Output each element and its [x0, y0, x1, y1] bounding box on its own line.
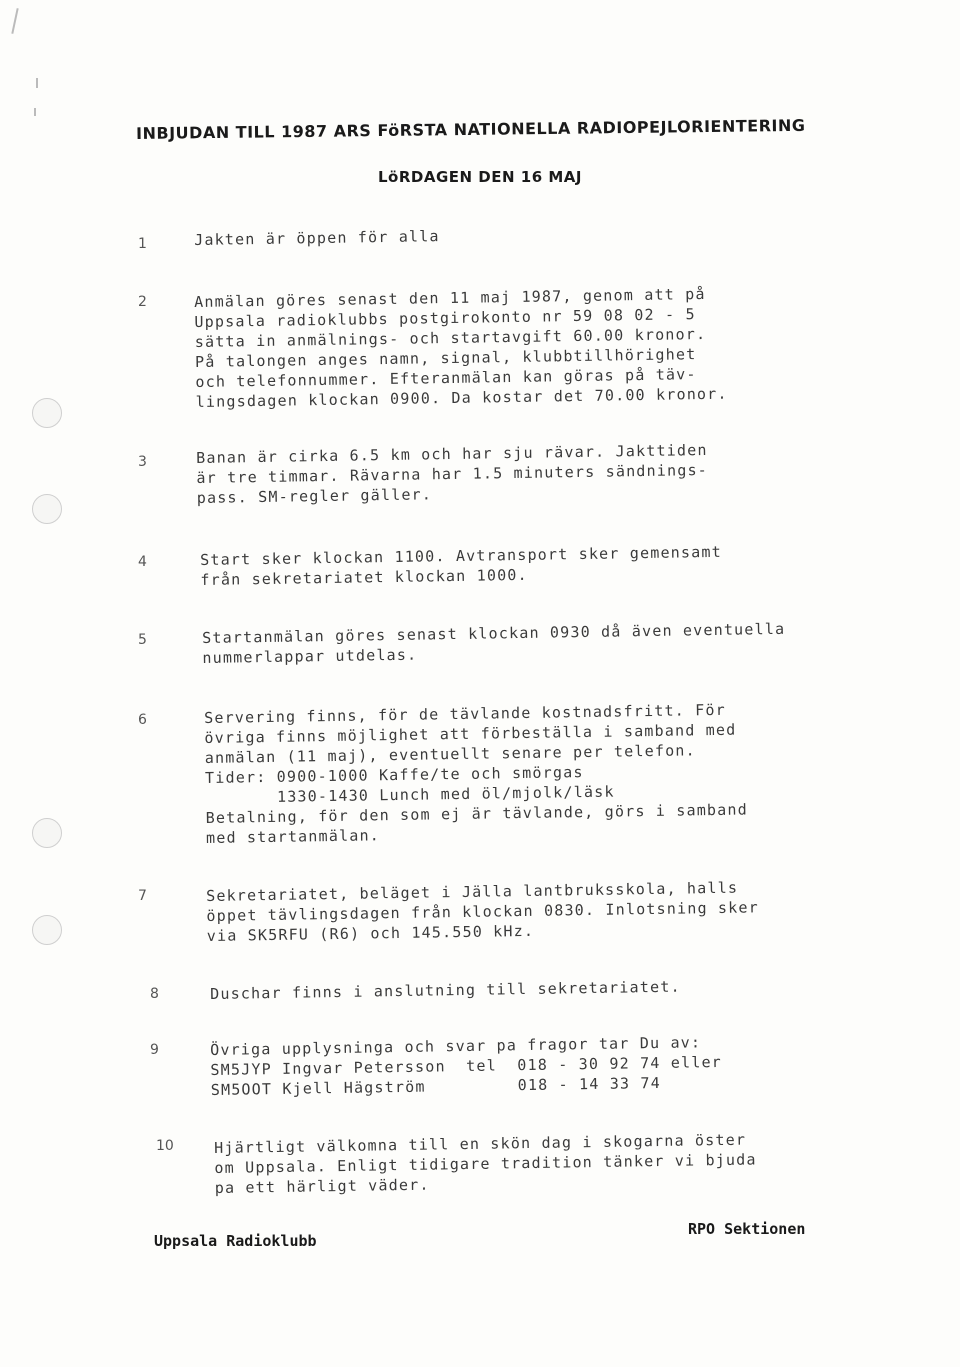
punch-hole — [32, 818, 62, 848]
text-line: Anmälan göres senast den 11 maj 1987, genom att på — [194, 284, 706, 311]
text-line: Övriga upplysninga och svar pa fragor tar Du av: — [210, 1033, 702, 1059]
item-number: 5 — [138, 632, 147, 648]
item-text — [196, 437, 897, 508]
text-line: sätta in anmälnings- och startavgift 60.00 kronor. — [194, 324, 707, 351]
item-number: 9 — [150, 1042, 159, 1058]
item-number: 10 — [156, 1138, 174, 1154]
punch-hole — [32, 915, 62, 945]
text-line: Banan är cirka 6.5 km och har sju rävar. Jakttiden — [196, 440, 708, 467]
item-text — [194, 219, 894, 250]
document-subtitle: LöRDAGEN DEN 16 MAJ — [378, 168, 582, 186]
document-title: INBJUDAN TILL 1987 ARS FöRSTA NATIONELLA RADIOPEJLORIENTERING — [136, 115, 806, 143]
item-text — [214, 1127, 915, 1198]
text-line: nummerlappar utdelas. — [202, 645, 418, 667]
text-line: Sekretariatet, beläget i Jälla lantbruksskola, halls — [206, 878, 739, 905]
text-line: och telefonnummer. Efteranmälan kan göras på täv- — [195, 365, 697, 391]
text-line: pa ett härligt väder. — [214, 1175, 430, 1197]
text-line: 1330-1430 Lunch med öl/mjolk/läsk — [205, 782, 615, 807]
text-line: är tre timmar. Rävarna har 1.5 minuters sändnings- — [196, 460, 709, 487]
item-text — [210, 973, 910, 1004]
item-number: 4 — [138, 554, 147, 570]
text-line: Betalning, för den som ej är tävlande, görs i samband — [205, 800, 749, 827]
text-line: Uppsala radioklubbs postgirokonto nr 59 08 02 - 5 — [194, 305, 696, 331]
item-text — [202, 617, 903, 668]
stray-mark — [34, 108, 36, 116]
punch-hole — [32, 398, 62, 428]
text-line: Startanmälan göres senast klockan 0930 då även eventuella — [202, 619, 786, 647]
text-line: pass. SM-regler gäller. — [196, 485, 433, 507]
text-line: På talongen anges namn, signal, klubbtillhörighet — [194, 345, 697, 371]
text-line: Start sker klockan 1100. Avtransport sker gemensamt — [200, 542, 723, 569]
footer-section: RPO Sektionen — [688, 1220, 806, 1238]
text-line: Tider: 0900-1000 Kaffe/te och smörgas — [204, 763, 584, 787]
text-line: med startanmälan. — [205, 826, 381, 847]
text-line: övriga finns möjlighet att förbeställa i samband med — [204, 720, 737, 747]
text-line: via SK5RFU (R6) och 145.550 kHz. — [206, 921, 535, 945]
item-number: 2 — [138, 294, 147, 310]
item-number: 7 — [138, 888, 147, 904]
text-line: från sekretariatet klockan 1000. — [200, 565, 528, 589]
text-line: anmälan (11 maj), eventuellt senare per telefon. — [204, 741, 696, 767]
text-line: Hjärtligt välkomna till en skön dag i skogarna öster — [214, 1130, 747, 1157]
text-line: SM5OOT Kjell Hägström 018 - 14 33 74 — [210, 1073, 662, 1099]
item-number: 1 — [138, 236, 147, 252]
item-number: 3 — [138, 454, 147, 470]
item-text — [206, 875, 907, 946]
item-text — [210, 1029, 911, 1100]
item-number: 8 — [150, 986, 159, 1002]
stray-mark — [11, 8, 18, 34]
punch-hole — [32, 494, 62, 524]
text-line: Servering finns, för de tävlande kostnadsfritt. För — [204, 700, 727, 727]
text-line: Duschar finns i anslutning till sekretariatet. — [210, 977, 681, 1003]
text-line: lingsdagen klockan 0900. Da kostar det 70.00 kronor. — [195, 384, 728, 411]
stray-mark — [36, 78, 38, 88]
item-text — [200, 539, 901, 590]
text-line: öppet tävlingsdagen från klockan 0830. Inlotsning sker — [206, 898, 760, 925]
footer-organization: Uppsala Radioklubb — [154, 1232, 317, 1250]
item-text — [204, 697, 906, 848]
text-line: SM5JYP Ingvar Petersson tel 018 - 30 92 74 eller — [210, 1052, 723, 1079]
text-line: Jakten är öppen för alla — [194, 227, 440, 249]
text-line: om Uppsala. Enligt tidigare tradition tänker vi bjuda — [214, 1150, 757, 1177]
item-number: 6 — [138, 712, 147, 728]
item-text — [194, 281, 896, 412]
